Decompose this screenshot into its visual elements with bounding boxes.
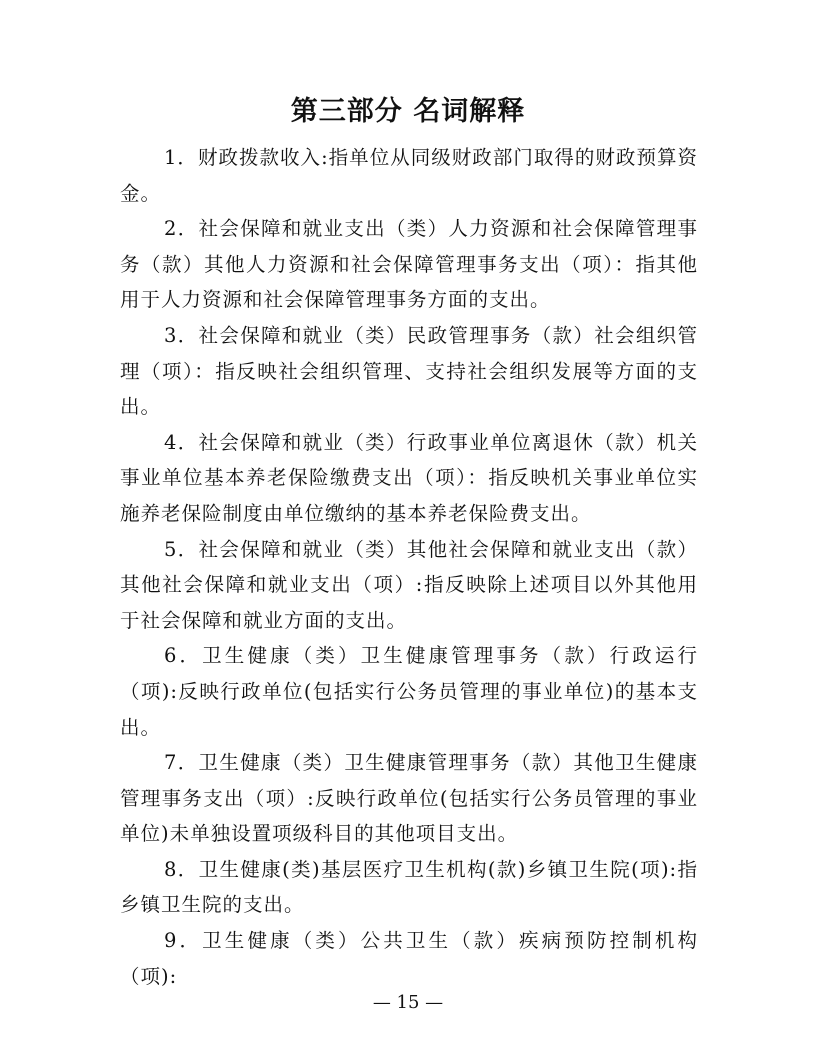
definition-item-5: 5．社会保障和就业（类）其他社会保障和就业支出（款）其他社会保障和就业支出（项）:指反映除上述项目以外其他用于社会保障和就业方面的支出。 — [120, 537, 698, 632]
definition-item-6: 6．卫生健康（类）卫生健康管理事务（款）行政运行（项):反映行政单位(包括实行公务员管理的事业单位)的基本支出。 — [120, 644, 698, 739]
definitions-list — [120, 140, 698, 994]
definition-item-4: 4．社会保障和就业（类）行政事业单位离退休（款）机关事业单位基本养老保险缴费支出（项）：指反映机关事业单位实施养老保险制度由单位缴纳的基本养老保险费支出。 — [120, 430, 698, 525]
definition-item-2: 2．社会保障和就业支出（类）人力资源和社会保障管理事务（款）其他人力资源和社会保障管理事务支出（项）：指其他用于人力资源和社会保障管理事务方面的支出。 — [120, 217, 698, 312]
page-number: — 15 — — [372, 992, 444, 1013]
definition-item-3: 3．社会保障和就业（类）民政管理事务（款）社会组织管理（项）：指反映社会组织管理、支持社会组织发展等方面的支出。 — [120, 323, 698, 419]
definition-item-1: 1．财政拨款收入:指单位从同级财政部门取得的财政预算资金。 — [120, 146, 698, 205]
definition-item-7: 7．卫生健康（类）卫生健康管理事务（款）其他卫生健康管理事务支出（项）:反映行政单位(包括实行公务员管理的事业单位)未单独设置项级科目的其他项目支出。 — [120, 751, 698, 846]
page-title: 第三部分 名词解释 — [290, 96, 526, 127]
definition-item-8: 8．卫生健康(类)基层医疗卫生机构(款)乡镇卫生院(项):指乡镇卫生院的支出。 — [120, 857, 698, 917]
definition-item-9: 9．卫生健康（类）公共卫生（款）疾病预防控制机构（项): — [120, 929, 698, 988]
